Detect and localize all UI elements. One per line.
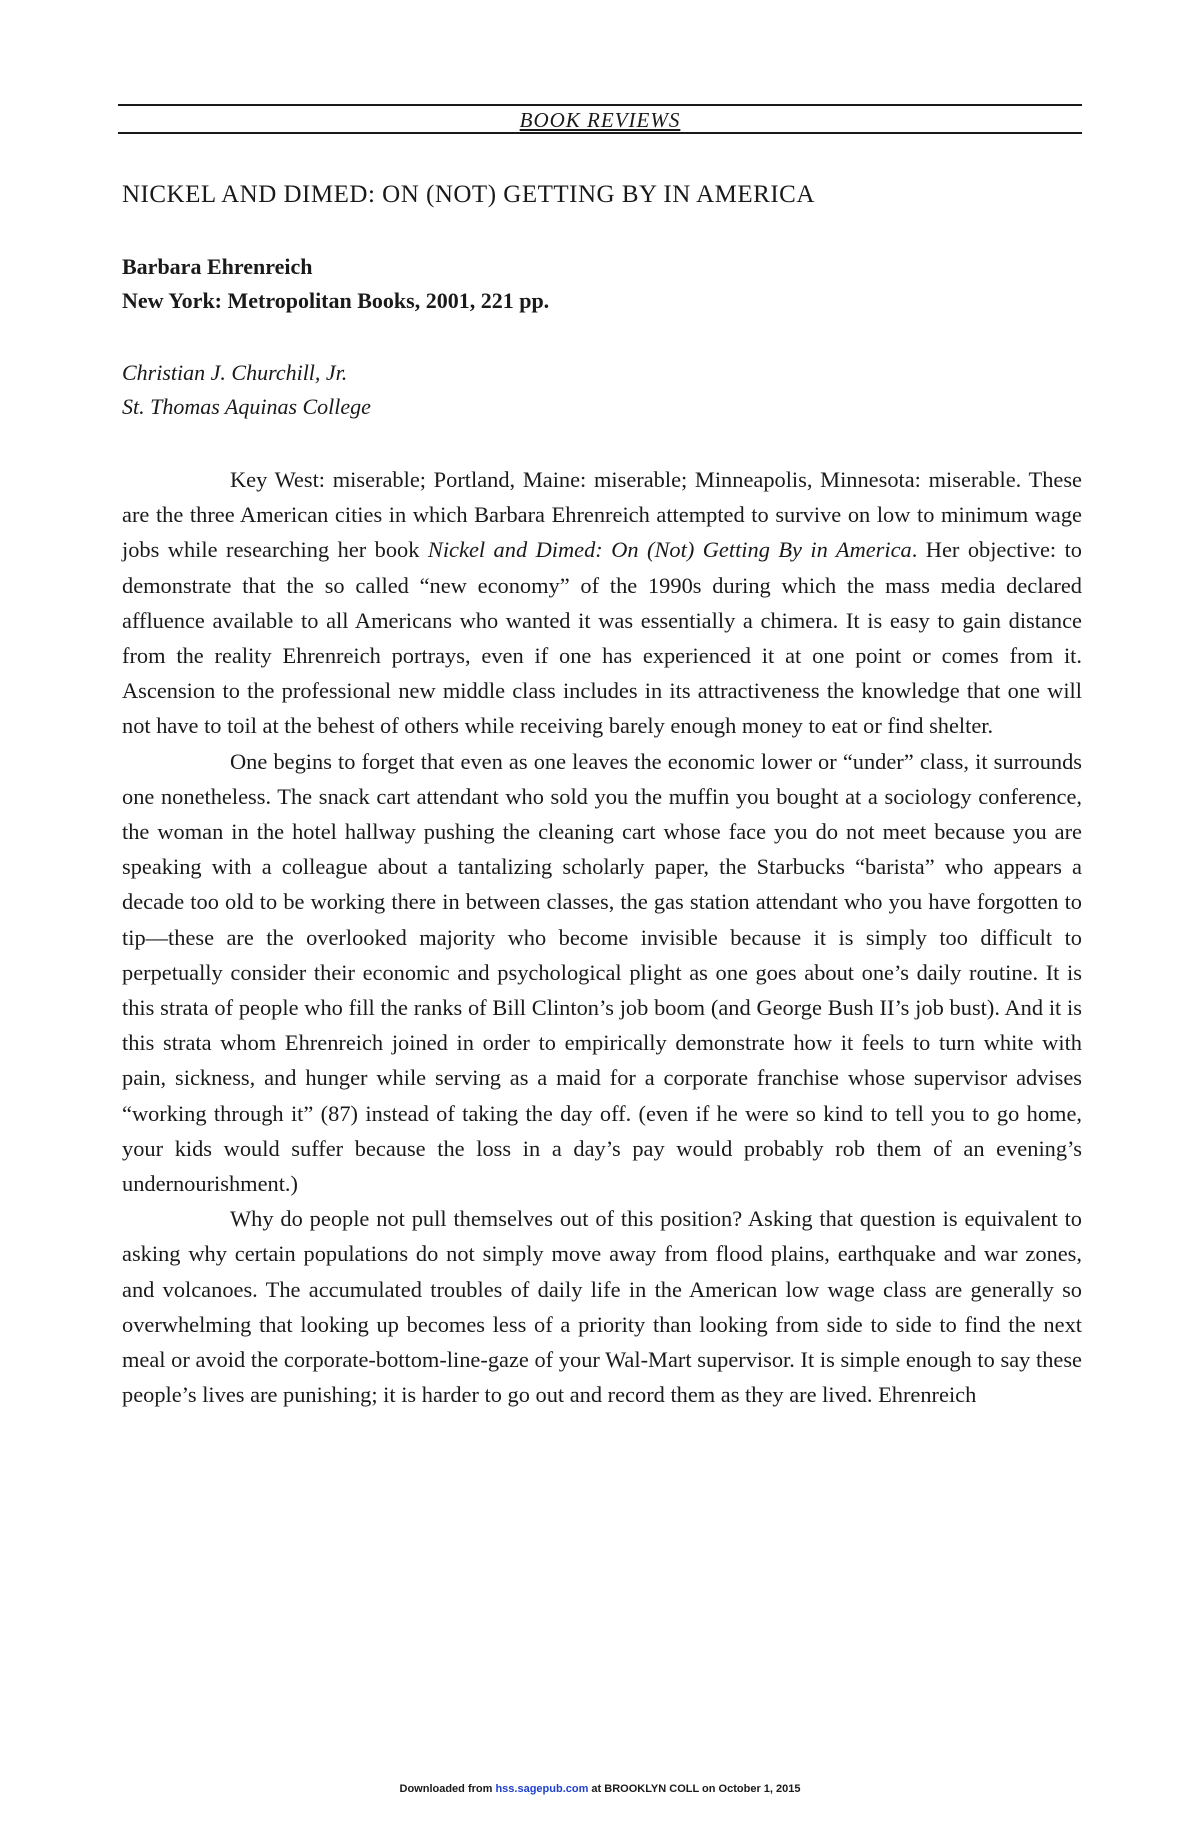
running-head bbox=[118, 102, 1082, 136]
book-metadata bbox=[122, 250, 1082, 318]
paragraph-2: One begins to forget that even as one leaves the economic lower or “under” class, it surrounds one nonetheless. The snack cart attendant who sold you the muffin you bought at a sociology conference, the woman in the hotel hallway pushing the cleaning cart whose face you do not meet because you are speaking with a colleague about a tantalizing scholarly paper, the Starbucks “barista” who appears a decade too old to be working there in between classes, the gas station attendant who you have forgotten to tip—these are the overlooked majority who become invisible because it is simply too difficult to perpetually consider their economic and psychological plight as one goes about one’s daily routine. It is this strata of people who fill the ranks of Bill Clinton’s job boom (and George Bush II’s job bust). And it is this strata whom Ehrenreich joined in order to empirically demonstrate how it feels to turn white with pain, sickness, and hunger while serving as a maid for a corporate franchise whose supervisor advises “working through it” (87) instead of taking the day off. (even if he were so kind to tell you to go home, your kids would suffer because the loss in a day’s pay would probably rob them of an evening’s undernourishment.) bbox=[122, 748, 1082, 1197]
download-footer: Downloaded from hss.sagepub.com at BROOKLYN COLL on October 1, 2015 bbox=[399, 1783, 801, 1795]
reviewer-name: Christian J. Churchill, Jr. bbox=[122, 360, 348, 385]
paragraph-1: Key West: miserable; Portland, Maine: miserable; Minneapolis, Minnesota: miserable. These are the three American cities in which Barbara Ehrenreich attempted to survive on low to minimum wage jobs while researching her book Nickel and Dimed: On (Not) Getting By in America. Her objective: to demonstrate that the so called “new economy” of the 1990s during which the mass media declared affluence available to all Americans who wanted it was essentially a chimera. It is easy to gain distance from the reality Ehrenreich portrays, even if one has experienced it at one point or comes from it. Ascension to the professional new middle class includes in its attractiveness the knowledge that one will not have to toil at the behest of others while receiving barely enough money to eat or find shelter. bbox=[122, 467, 1082, 739]
header-rule-bottom bbox=[118, 132, 1082, 134]
header-rule-top bbox=[118, 104, 1082, 106]
reviewer-block bbox=[122, 356, 1082, 424]
running-head-title: BOOK REVIEWS bbox=[514, 108, 687, 132]
footer-link[interactable]: hss.sagepub.com bbox=[495, 1783, 589, 1795]
review-body bbox=[122, 462, 1082, 1412]
book-author: Barbara Ehrenreich bbox=[122, 254, 313, 279]
paragraph-3: Why do people not pull themselves out of this position? Asking that question is equivalent to asking why certain populations do not simply move away from flood plains, earthquake and war zones, and volcanoes. The accumulated troubles of daily life in the American low wage class are generally so overwhelming that looking up becomes less of a priority than looking from side to side to find the next meal or avoid the corporate-bottom-line-gaze of your Wal-Mart supervisor. It is simple enough to say these people’s lives are punishing; it is harder to go out and record them as they are lived. Ehrenreich bbox=[122, 1206, 1082, 1408]
reviewer-affiliation: St. Thomas Aquinas College bbox=[122, 394, 371, 419]
book-publication: New York: Metropolitan Books, 2001, 221 pp. bbox=[122, 288, 550, 313]
book-title-inline: Nickel and Dimed: On (Not) Getting By in America bbox=[427, 537, 912, 563]
article-title: NICKEL AND DIMED: ON (NOT) GETTING BY IN AMERICA bbox=[122, 181, 815, 208]
